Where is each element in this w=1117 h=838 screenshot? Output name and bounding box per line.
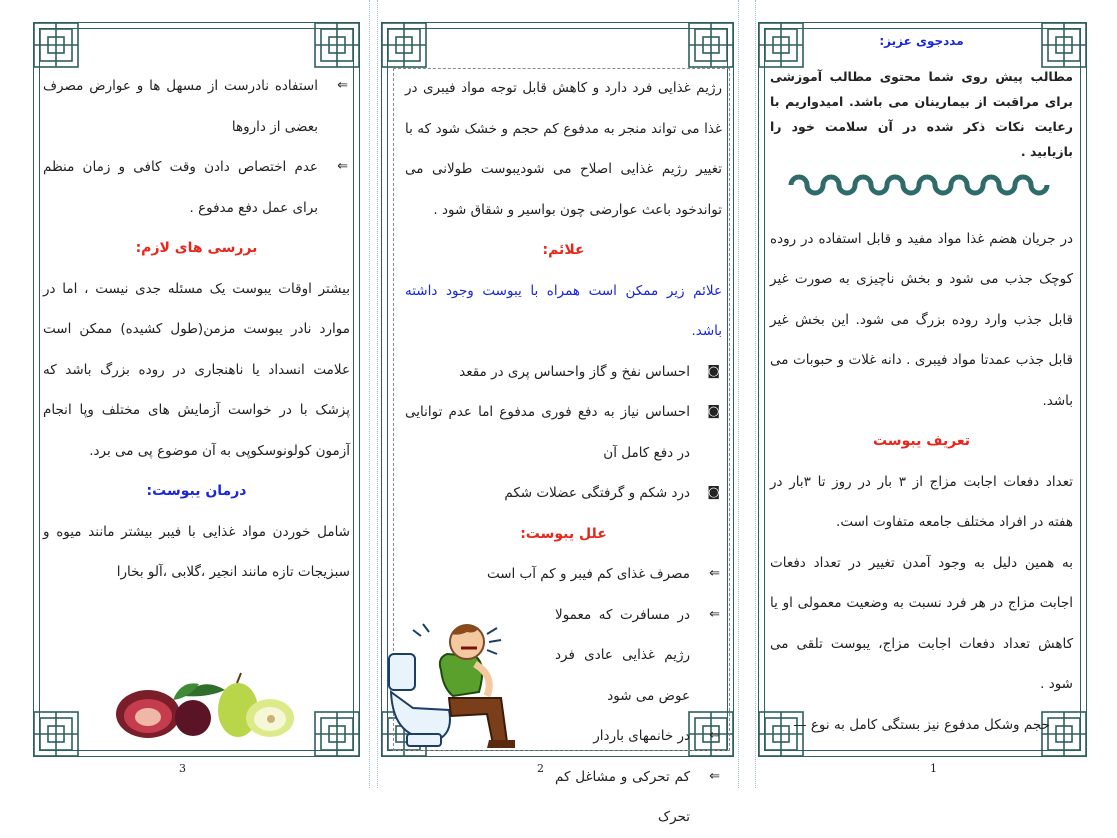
list-item bbox=[405, 473, 722, 514]
list-item bbox=[405, 352, 722, 393]
list-item-text: کم تحرکی و مشاغل کم تحرک bbox=[555, 768, 690, 825]
arrow-bullet-icon: ⇐ bbox=[709, 566, 720, 581]
list-item-text: در خانمهای باردار bbox=[593, 728, 690, 744]
signs-subtitle: علائم زیر ممکن است همراه با یبوست وجود داشته باشد. bbox=[405, 282, 722, 339]
intro-paragraph: مطالب پیش روی شما محتوی مطالب آموزشی برای مراقبت از بیمارینان می باشد. امیدواریم با رعایت نکات ذکر شده در آن سلامت خود را بازیابید . bbox=[770, 69, 1073, 159]
list-item bbox=[405, 392, 722, 473]
definition-paragraph: به همین دلیل به وجود آمدن تغییر در تعداد دفعات اجابت مزاج در هر فرد نسبت به وضعیت معمولی او یا کاهش تعداد دفعات اجابت مزاج، یبوست تلقی می شود . bbox=[770, 554, 1073, 692]
definition-heading: تعریف یبوست bbox=[872, 433, 970, 449]
list-item-text: عدم اختصاص دادن وقت کافی و زمان منظم برای عمل دفع مدفوع . bbox=[43, 159, 318, 216]
arrow-bullet-icon: ⇐ bbox=[709, 728, 720, 743]
list-item-text: مصرف غذای کم فیبر و کم آب است bbox=[486, 566, 690, 582]
list-item bbox=[43, 66, 350, 147]
arrow-bullet-icon: ⇐ bbox=[337, 159, 348, 174]
wave-divider-icon bbox=[770, 172, 1073, 215]
corner-ornament-icon bbox=[314, 711, 360, 757]
bullet-icon: ◙ bbox=[707, 363, 720, 379]
definition-paragraph: حجم وشکل مدفوع نیز بستگی کامل به نوع — bbox=[793, 716, 1050, 733]
panel-right-content bbox=[770, 32, 1073, 745]
page-number: 3 bbox=[179, 762, 186, 775]
panel-left bbox=[33, 22, 360, 757]
panel-middle bbox=[381, 22, 734, 825]
corner-ornament-icon bbox=[33, 22, 79, 68]
diet-paragraph: رژیم غذایی فرد دارد و کاهش قابل توجه مواد فیبری در غذا می تواند منجر به مدفوع کم حجم و خشک شود که با تغییر رژیم غذایی اصلاح می شودیبوست طولانی می تواندخود باعث عوارضی چون بواسیر و شقاق شود . bbox=[405, 80, 722, 218]
exams-heading: بررسی های لازم: bbox=[135, 240, 258, 256]
arrow-bullet-icon: ⇐ bbox=[337, 78, 348, 93]
list-item bbox=[405, 757, 722, 838]
list-item-text: استفاده نادرست از مسهل ها و عوارض مصرف بعضی از داروها bbox=[43, 78, 318, 135]
treatment-heading: درمان یبوست: bbox=[146, 483, 247, 499]
list-item-text: درد شکم و گرفتگی عضلات شکم bbox=[504, 485, 690, 501]
fruit-image bbox=[103, 670, 298, 740]
panel-right bbox=[758, 22, 1087, 757]
corner-ornament-icon bbox=[33, 711, 79, 757]
page-guide bbox=[369, 0, 370, 788]
page-number: 1 bbox=[930, 762, 937, 775]
corner-ornament-icon bbox=[688, 22, 734, 68]
page-number: 2 bbox=[537, 762, 544, 775]
digestion-paragraph: در جریان هضم غذا مواد مفید و قابل استفاده در روده کوچک جذب می شود و بخش ناچیزی به صورت غیر قابل جذب وارد روده بزرگ می شود. این بخش غیر قابل جذب عمدتا مواد فیبری . دانه غلات و حبوبات می باشد. bbox=[770, 230, 1073, 409]
arrow-bullet-icon: ⇐ bbox=[709, 768, 720, 784]
arrow-bullet-icon: ⇐ bbox=[709, 606, 720, 622]
list-item bbox=[405, 554, 722, 595]
definition-paragraph: تعداد دفعات اجابت مزاج از ۳ بار در روز تا ۳بار در هفته در افراد مختلف جامعه متفاوت است. bbox=[770, 473, 1074, 530]
panel-left-content bbox=[43, 66, 350, 593]
page-guide bbox=[755, 0, 756, 788]
bullet-icon: ◙ bbox=[707, 404, 720, 419]
cartoon-illustration bbox=[383, 618, 529, 750]
greeting: مددجوی عزیز: bbox=[879, 34, 964, 48]
list-item-text: احساس نفخ و گاز واحساس پری در مقعد bbox=[459, 363, 690, 380]
signs-heading: علائم: bbox=[542, 242, 585, 258]
bullet-icon: ◙ bbox=[707, 485, 720, 500]
list-item-text: احساس نیاز به دفع فوری مدفوع اما عدم توانایی در دفع کامل آن bbox=[405, 404, 690, 461]
corner-ornament-icon bbox=[381, 22, 427, 68]
list-item bbox=[43, 147, 350, 228]
page-guide bbox=[738, 0, 739, 788]
causes-heading: علل یبوست: bbox=[520, 525, 607, 542]
exams-paragraph: بیشتر اوقات یبوست یک مسئله جدی نیست ، اما در موارد نادر یبوست مزمن(طول کشیده) ممکن است علامت انسداد یا ناهنجاری در روده بزرگ باشد که پزشک با در خواست آزمایش های مختلف وپا انجام آزمون کولونوسکوپی به آن موضوع پی می برد. bbox=[43, 280, 350, 459]
corner-ornament-icon bbox=[314, 22, 360, 68]
page-guide bbox=[377, 0, 378, 788]
list-item-text: در مسافرت که معمولا رژیم غذایی عادی فرد عوض می شود bbox=[555, 606, 690, 704]
treatment-paragraph: شامل خوردن مواد غذایی با فیبر بیشتر مانند میوه و سبزیجات تازه مانند انجیر ،گلابی ،آلو بخارا bbox=[43, 523, 350, 580]
